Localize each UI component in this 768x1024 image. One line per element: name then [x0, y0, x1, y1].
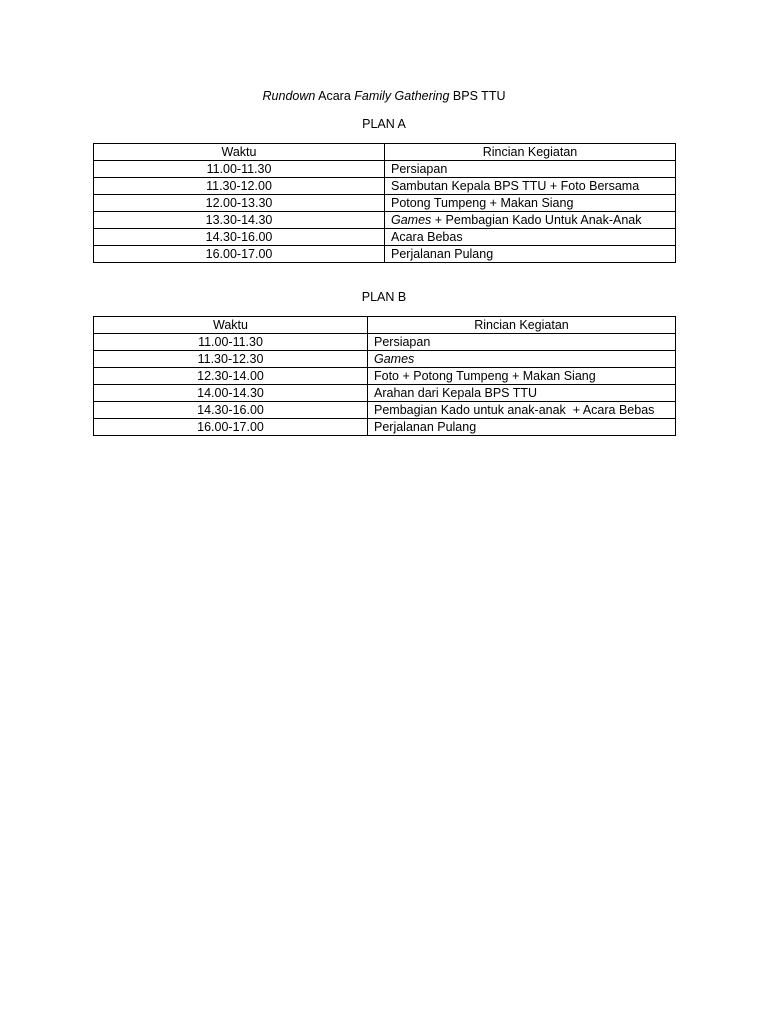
time-cell: 16.00-17.00	[94, 246, 385, 263]
table-row	[94, 195, 676, 212]
activity-text: Persiapan	[374, 335, 431, 349]
time-cell: 16.00-17.00	[94, 419, 368, 436]
table-row	[94, 246, 676, 263]
title-acara: Acara	[315, 89, 355, 103]
document-title	[0, 88, 768, 104]
activity-text: + Pembagian Kado Untuk Anak-Anak	[431, 213, 642, 227]
activity-cell	[368, 419, 676, 436]
activity-cell	[368, 368, 676, 385]
activity-cell	[385, 229, 676, 246]
table-row	[94, 368, 676, 385]
header-rincian-kegiatan: Rincian Kegiatan	[368, 317, 676, 334]
time-cell: 14.30-16.00	[94, 402, 368, 419]
time-cell: 14.30-16.00	[94, 229, 385, 246]
activity-text: Acara Bebas	[391, 230, 463, 244]
plan-a-table	[93, 143, 676, 263]
activity-cell	[385, 212, 676, 229]
title-family-gathering: Family Gathering	[354, 89, 450, 103]
table-row	[94, 402, 676, 419]
plan-b-label: PLAN B	[361, 290, 407, 304]
activity-italic-text: Games	[374, 352, 415, 366]
plan-b-table	[93, 316, 676, 436]
activity-cell	[385, 178, 676, 195]
activity-cell	[385, 161, 676, 178]
activity-italic-text: Games	[391, 213, 432, 227]
title-rundown: Rundown	[262, 89, 316, 103]
table-row	[94, 334, 676, 351]
time-cell: 13.30-14.30	[94, 212, 385, 229]
activity-cell	[368, 334, 676, 351]
activity-cell	[385, 246, 676, 263]
table-row	[94, 161, 676, 178]
table-row	[94, 419, 676, 436]
table-row	[94, 178, 676, 195]
header-waktu: Waktu	[94, 317, 368, 334]
activity-text: Potong Tumpeng + Makan Siang	[391, 196, 574, 210]
table-row	[94, 212, 676, 229]
activity-text: Persiapan	[391, 162, 448, 176]
time-cell: 11.00-11.30	[94, 334, 368, 351]
table-header-row	[94, 317, 676, 334]
header-waktu: Waktu	[94, 144, 385, 161]
plan-a-label: PLAN A	[362, 117, 406, 131]
table-header-row	[94, 144, 676, 161]
activity-text: Pembagian Kado untuk anak-anak + Acara Bebas	[374, 403, 655, 417]
activity-cell	[368, 351, 676, 368]
activity-cell	[368, 385, 676, 402]
activity-cell	[385, 195, 676, 212]
time-cell: 12.00-13.30	[94, 195, 385, 212]
activity-text: Foto + Potong Tumpeng + Makan Siang	[374, 369, 596, 383]
time-cell: 11.30-12.30	[94, 351, 368, 368]
table-row	[94, 229, 676, 246]
time-cell: 12.30-14.00	[94, 368, 368, 385]
time-cell: 14.00-14.30	[94, 385, 368, 402]
time-cell: 11.00-11.30	[94, 161, 385, 178]
title-bps-ttu: BPS TTU	[449, 89, 506, 103]
activity-text: Arahan dari Kepala BPS TTU	[374, 386, 538, 400]
table-row	[94, 351, 676, 368]
activity-cell	[368, 402, 676, 419]
header-rincian-kegiatan: Rincian Kegiatan	[385, 144, 676, 161]
activity-text: Perjalanan Pulang	[374, 420, 477, 434]
activity-text: Perjalanan Pulang	[391, 247, 494, 261]
activity-text: Sambutan Kepala BPS TTU + Foto Bersama	[391, 179, 640, 193]
time-cell: 11.30-12.00	[94, 178, 385, 195]
table-row	[94, 385, 676, 402]
